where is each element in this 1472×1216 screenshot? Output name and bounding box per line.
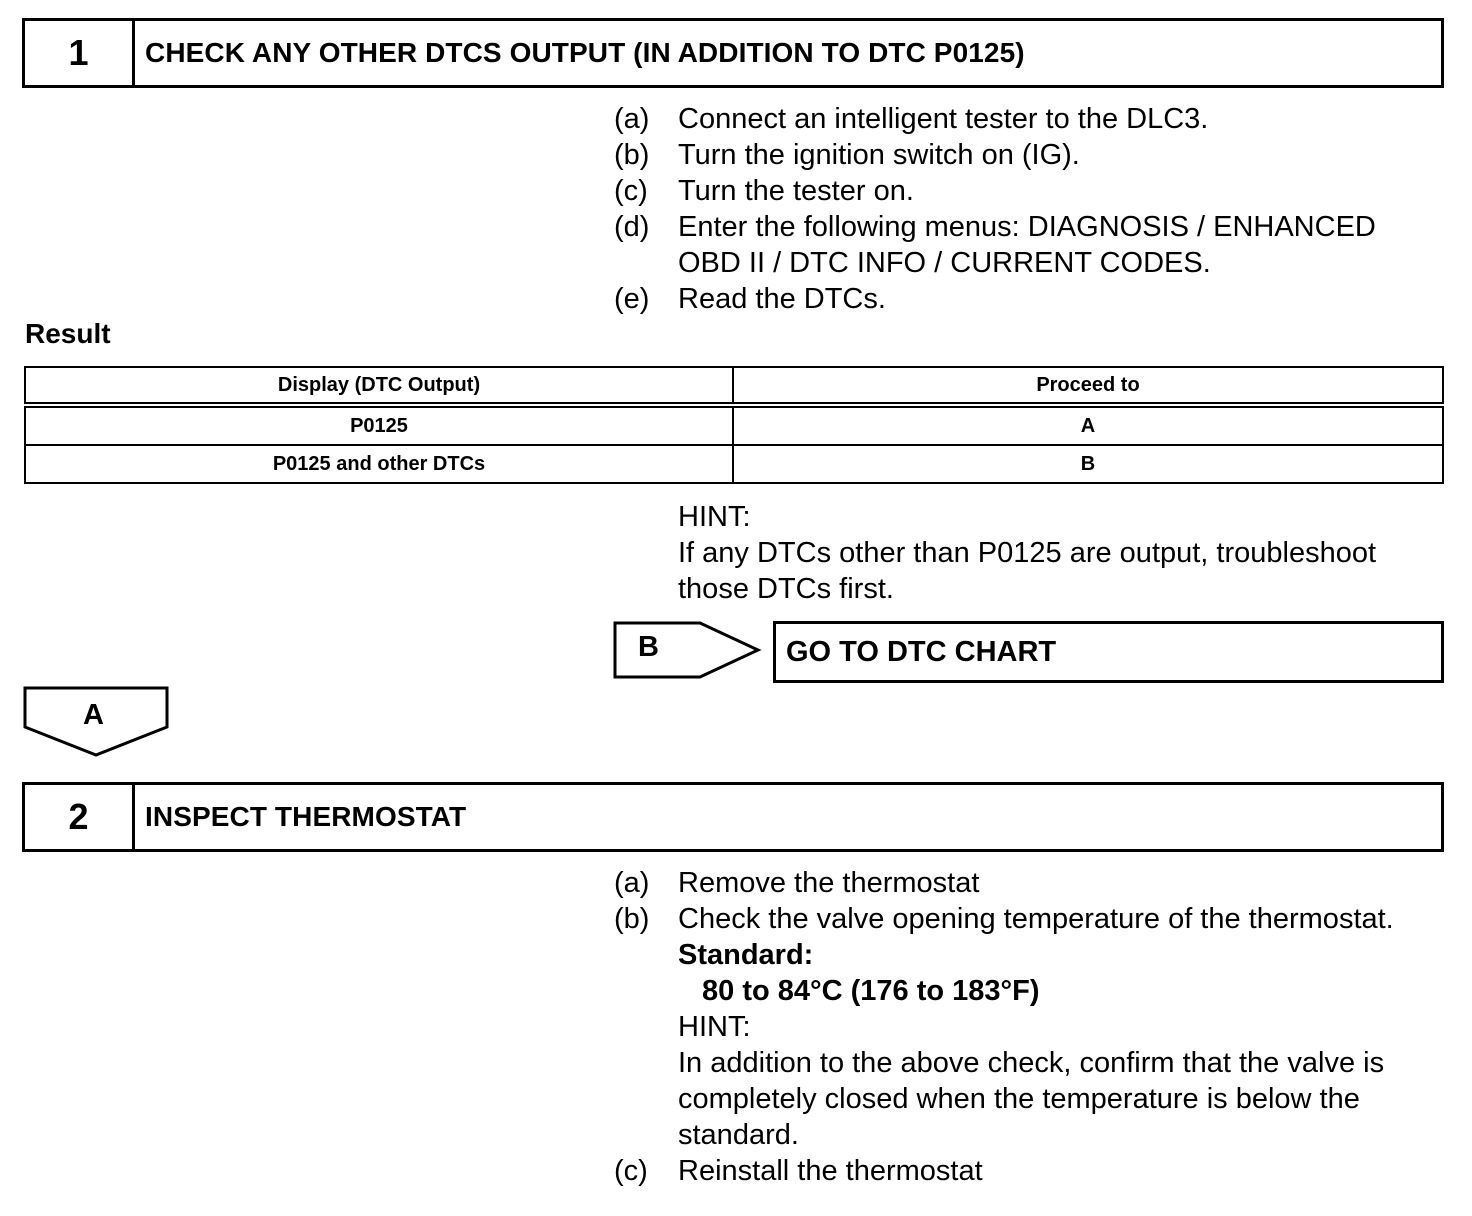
hint-text: If any DTCs other than P0125 are output, troubleshoot those DTCs first.	[678, 537, 1377, 605]
hint-label: HINT:	[678, 1011, 751, 1043]
item-label: (a)	[614, 867, 650, 899]
step-1-instructions	[614, 101, 1444, 317]
item-text: Check the valve opening temperature of the thermostat.	[678, 903, 1394, 935]
result-table	[24, 366, 1444, 484]
item-text: Turn the tester on.	[678, 175, 914, 207]
branch-b-arrow	[612, 619, 764, 681]
column-header: Display (DTC Output)	[25, 367, 733, 405]
table-row	[25, 405, 1443, 445]
branch-a-label: A	[83, 699, 104, 731]
step-number: 2	[25, 785, 135, 849]
list-item	[614, 209, 1444, 281]
hint-label: HINT:	[678, 501, 751, 533]
step-title: CHECK ANY OTHER DTCS OUTPUT (IN ADDITION TO DTC P0125)	[145, 37, 1025, 68]
step-2-header	[22, 782, 1444, 852]
item-text: Connect an intelligent tester to the DLC3.	[678, 103, 1209, 135]
table-row	[25, 445, 1443, 483]
item-text: Read the DTCs.	[678, 283, 886, 315]
step-number: 1	[25, 21, 135, 85]
item-label: (b)	[614, 903, 650, 935]
item-text: Enter the following menus: DIAGNOSIS / ENHANCED OBD II / DTC INFO / CURRENT CODES.	[678, 211, 1376, 279]
table-cell: A	[733, 405, 1443, 445]
hint-text: In addition to the above check, confirm that the valve is completely closed when the temperature is below the standard.	[678, 1047, 1385, 1151]
list-item	[614, 173, 1444, 209]
item-label: (b)	[614, 139, 650, 171]
table-cell: B	[733, 445, 1443, 483]
table-cell: P0125 and other DTCs	[25, 445, 733, 483]
go-to-dtc-chart-box: GO TO DTC CHART	[773, 621, 1444, 683]
list-item	[614, 281, 1444, 317]
item-label: (a)	[614, 103, 650, 135]
item-label: (c)	[614, 175, 648, 207]
column-header: Proceed to	[733, 367, 1443, 405]
step-1-header	[22, 18, 1444, 88]
list-item	[614, 137, 1444, 173]
step-2-instructions	[614, 865, 1444, 1189]
item-label: (e)	[614, 283, 650, 315]
step-title: INSPECT THERMOSTAT	[145, 801, 467, 832]
list-item	[614, 901, 1444, 1153]
list-item	[614, 101, 1444, 137]
step-1-hint	[678, 499, 1438, 607]
item-text: Reinstall the thermostat	[678, 1155, 983, 1187]
list-item	[614, 1153, 1444, 1189]
branch-b-label: B	[638, 631, 659, 663]
item-label: (d)	[614, 211, 650, 243]
item-text: Turn the ignition switch on (IG).	[678, 139, 1080, 171]
standard-label: Standard:	[678, 939, 814, 971]
table-header-row	[25, 367, 1443, 405]
item-label: (c)	[614, 1155, 648, 1187]
item-text: Remove the thermostat	[678, 867, 980, 899]
standard-value: 80 to 84°C (176 to 183°F)	[702, 975, 1040, 1007]
result-heading: Result	[25, 318, 111, 349]
table-cell: P0125	[25, 405, 733, 445]
list-item	[614, 865, 1444, 901]
